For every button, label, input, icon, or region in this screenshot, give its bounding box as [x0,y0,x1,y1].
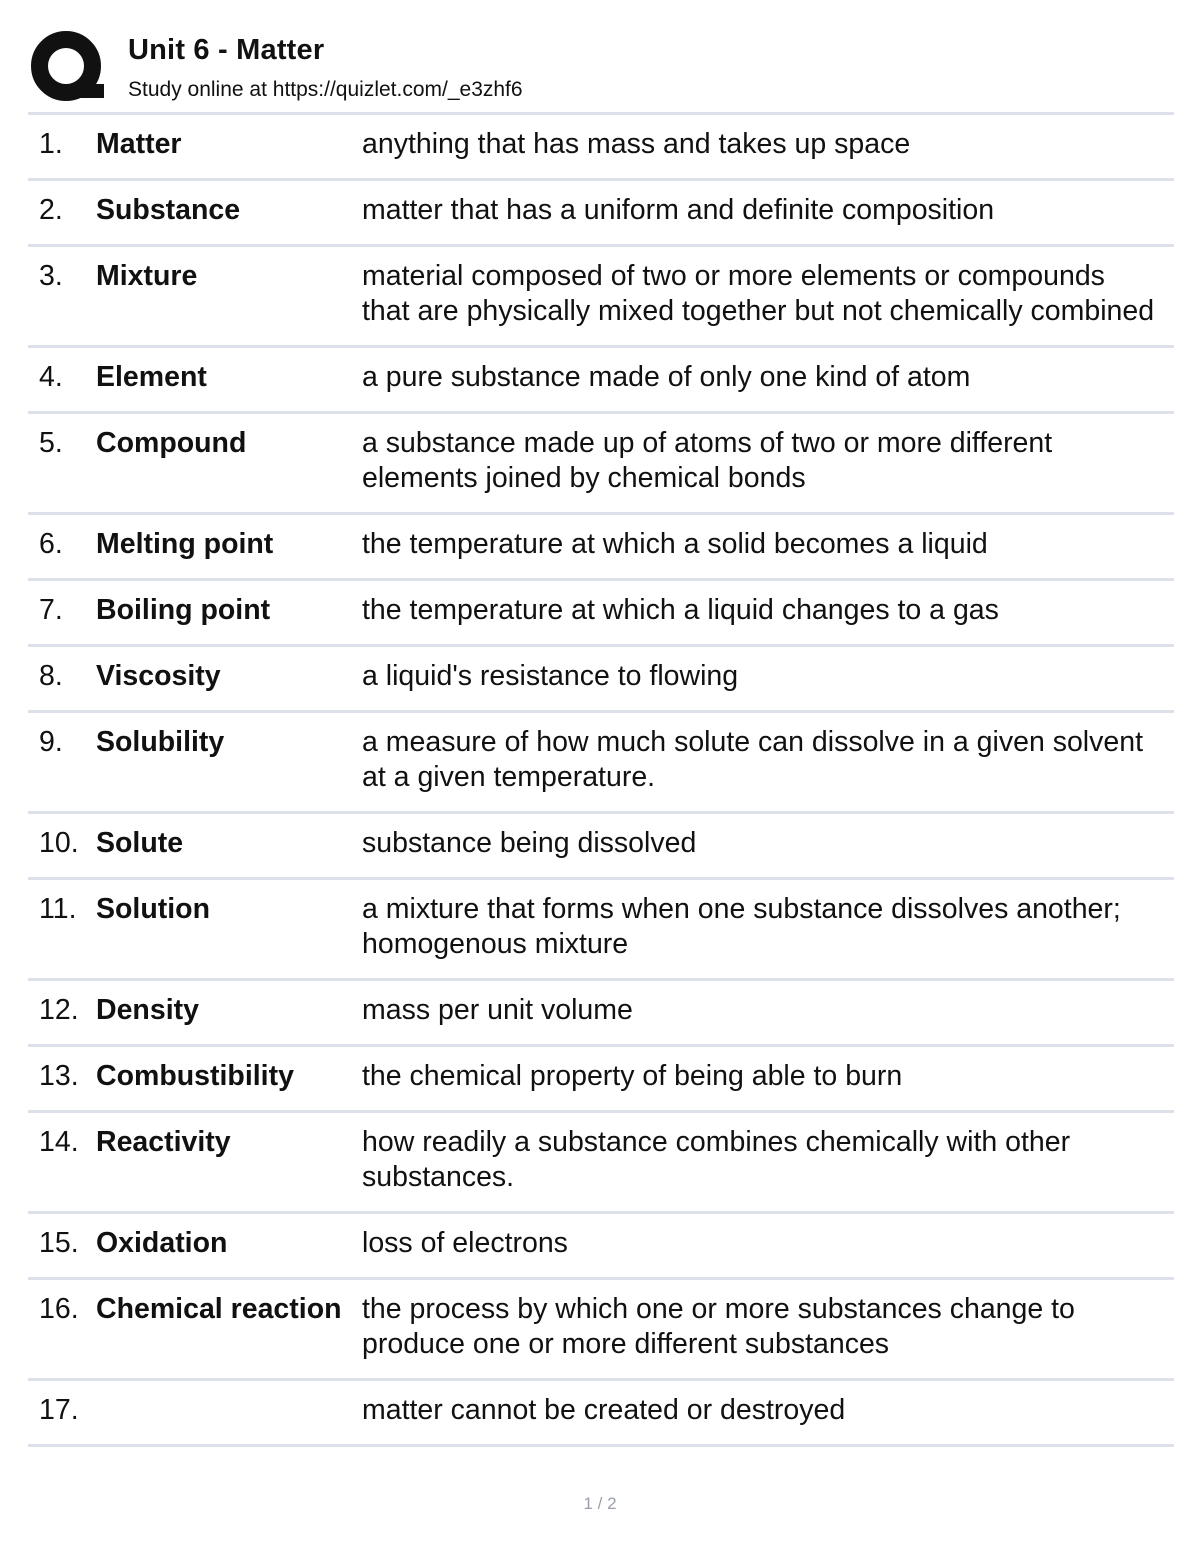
term-row [28,414,1174,515]
term-definition: mass per unit volume [362,994,633,1026]
term-number: 8. [39,660,63,692]
term-number: 14. [39,1126,79,1158]
term-row [28,647,1174,713]
term-word: Oxidation [96,1227,228,1259]
term-definition: matter cannot be created or destroyed [362,1394,846,1426]
term-word: Reactivity [96,1126,231,1158]
page-title: Unit 6 - Matter [128,34,325,66]
term-number: 5. [39,427,63,459]
term-number: 11. [39,893,77,925]
term-definition: how readily a substance combines chemically with other substances. [362,1126,1071,1193]
term-word: Combustibility [96,1060,294,1092]
term-definition: a liquid's resistance to flowing [362,660,739,692]
term-number: 9. [39,726,63,758]
term-row [28,247,1174,348]
page-header [28,28,1172,112]
term-definition: matter that has a uniform and definite composition [362,194,995,226]
term-word: Mixture [96,260,198,292]
term-definition: loss of electrons [362,1227,568,1259]
term-word: Viscosity [96,660,221,692]
term-number: 17. [39,1394,79,1426]
term-number: 13. [39,1060,79,1092]
term-number: 15. [39,1227,79,1259]
term-word: Boiling point [96,594,271,626]
term-word: Substance [96,194,241,226]
term-word: Compound [96,427,247,459]
term-number: 6. [39,528,63,560]
term-word: Element [96,361,207,393]
term-number: 10. [39,827,79,859]
term-row [28,1113,1174,1214]
study-link[interactable]: Study online at https://quizlet.com/_e3zhf6 [128,78,523,101]
term-number: 12. [39,994,79,1026]
term-definition: the temperature at which a solid becomes a liquid [362,528,988,560]
term-row [28,1381,1174,1447]
term-word: Solubility [96,726,225,758]
term-row [28,1214,1174,1280]
term-row [28,115,1174,181]
term-word [96,1393,362,1428]
term-definition: the chemical property of being able to burn [362,1060,903,1092]
term-row [28,348,1174,414]
term-row [28,713,1174,814]
term-definition: a mixture that forms when one substance dissolves another; homogenous mixture [362,893,1121,960]
term-number: 7. [39,594,63,626]
term-number: 16. [39,1293,79,1325]
term-definition: a measure of how much solute can dissolve in a given solvent at a given temperature. [362,726,1144,793]
term-row [28,981,1174,1047]
term-number: 4. [39,361,63,393]
quizlet-logo-icon [30,30,106,106]
term-definition: the temperature at which a liquid changes to a gas [362,594,999,626]
term-word: Density [96,994,199,1026]
term-definition: material composed of two or more elements or compounds that are physically mixed together but not chemically combined [362,260,1155,327]
term-row [28,1280,1174,1381]
term-list [28,112,1174,1447]
term-word: Solution [96,893,210,925]
term-row [28,515,1174,581]
term-row [28,814,1174,880]
page-number: 1 / 2 [583,1494,617,1513]
term-number: 3. [39,260,63,292]
term-row [28,1047,1174,1113]
term-definition: substance being dissolved [362,827,697,859]
term-row [28,880,1174,981]
term-number: 2. [39,194,63,226]
term-definition: a substance made up of atoms of two or more different elements joined by chemical bonds [362,427,1053,494]
term-word: Solute [96,827,184,859]
term-word: Melting point [96,528,274,560]
term-word: Matter [96,128,182,160]
term-word: Chemical reaction [96,1293,342,1325]
term-row [28,181,1174,247]
term-row [28,581,1174,647]
term-definition: a pure substance made of only one kind of atom [362,361,971,393]
term-definition: the process by which one or more substances change to produce one or more different substances [362,1293,1075,1360]
term-number: 1. [39,128,63,160]
term-definition: anything that has mass and takes up space [362,128,911,160]
